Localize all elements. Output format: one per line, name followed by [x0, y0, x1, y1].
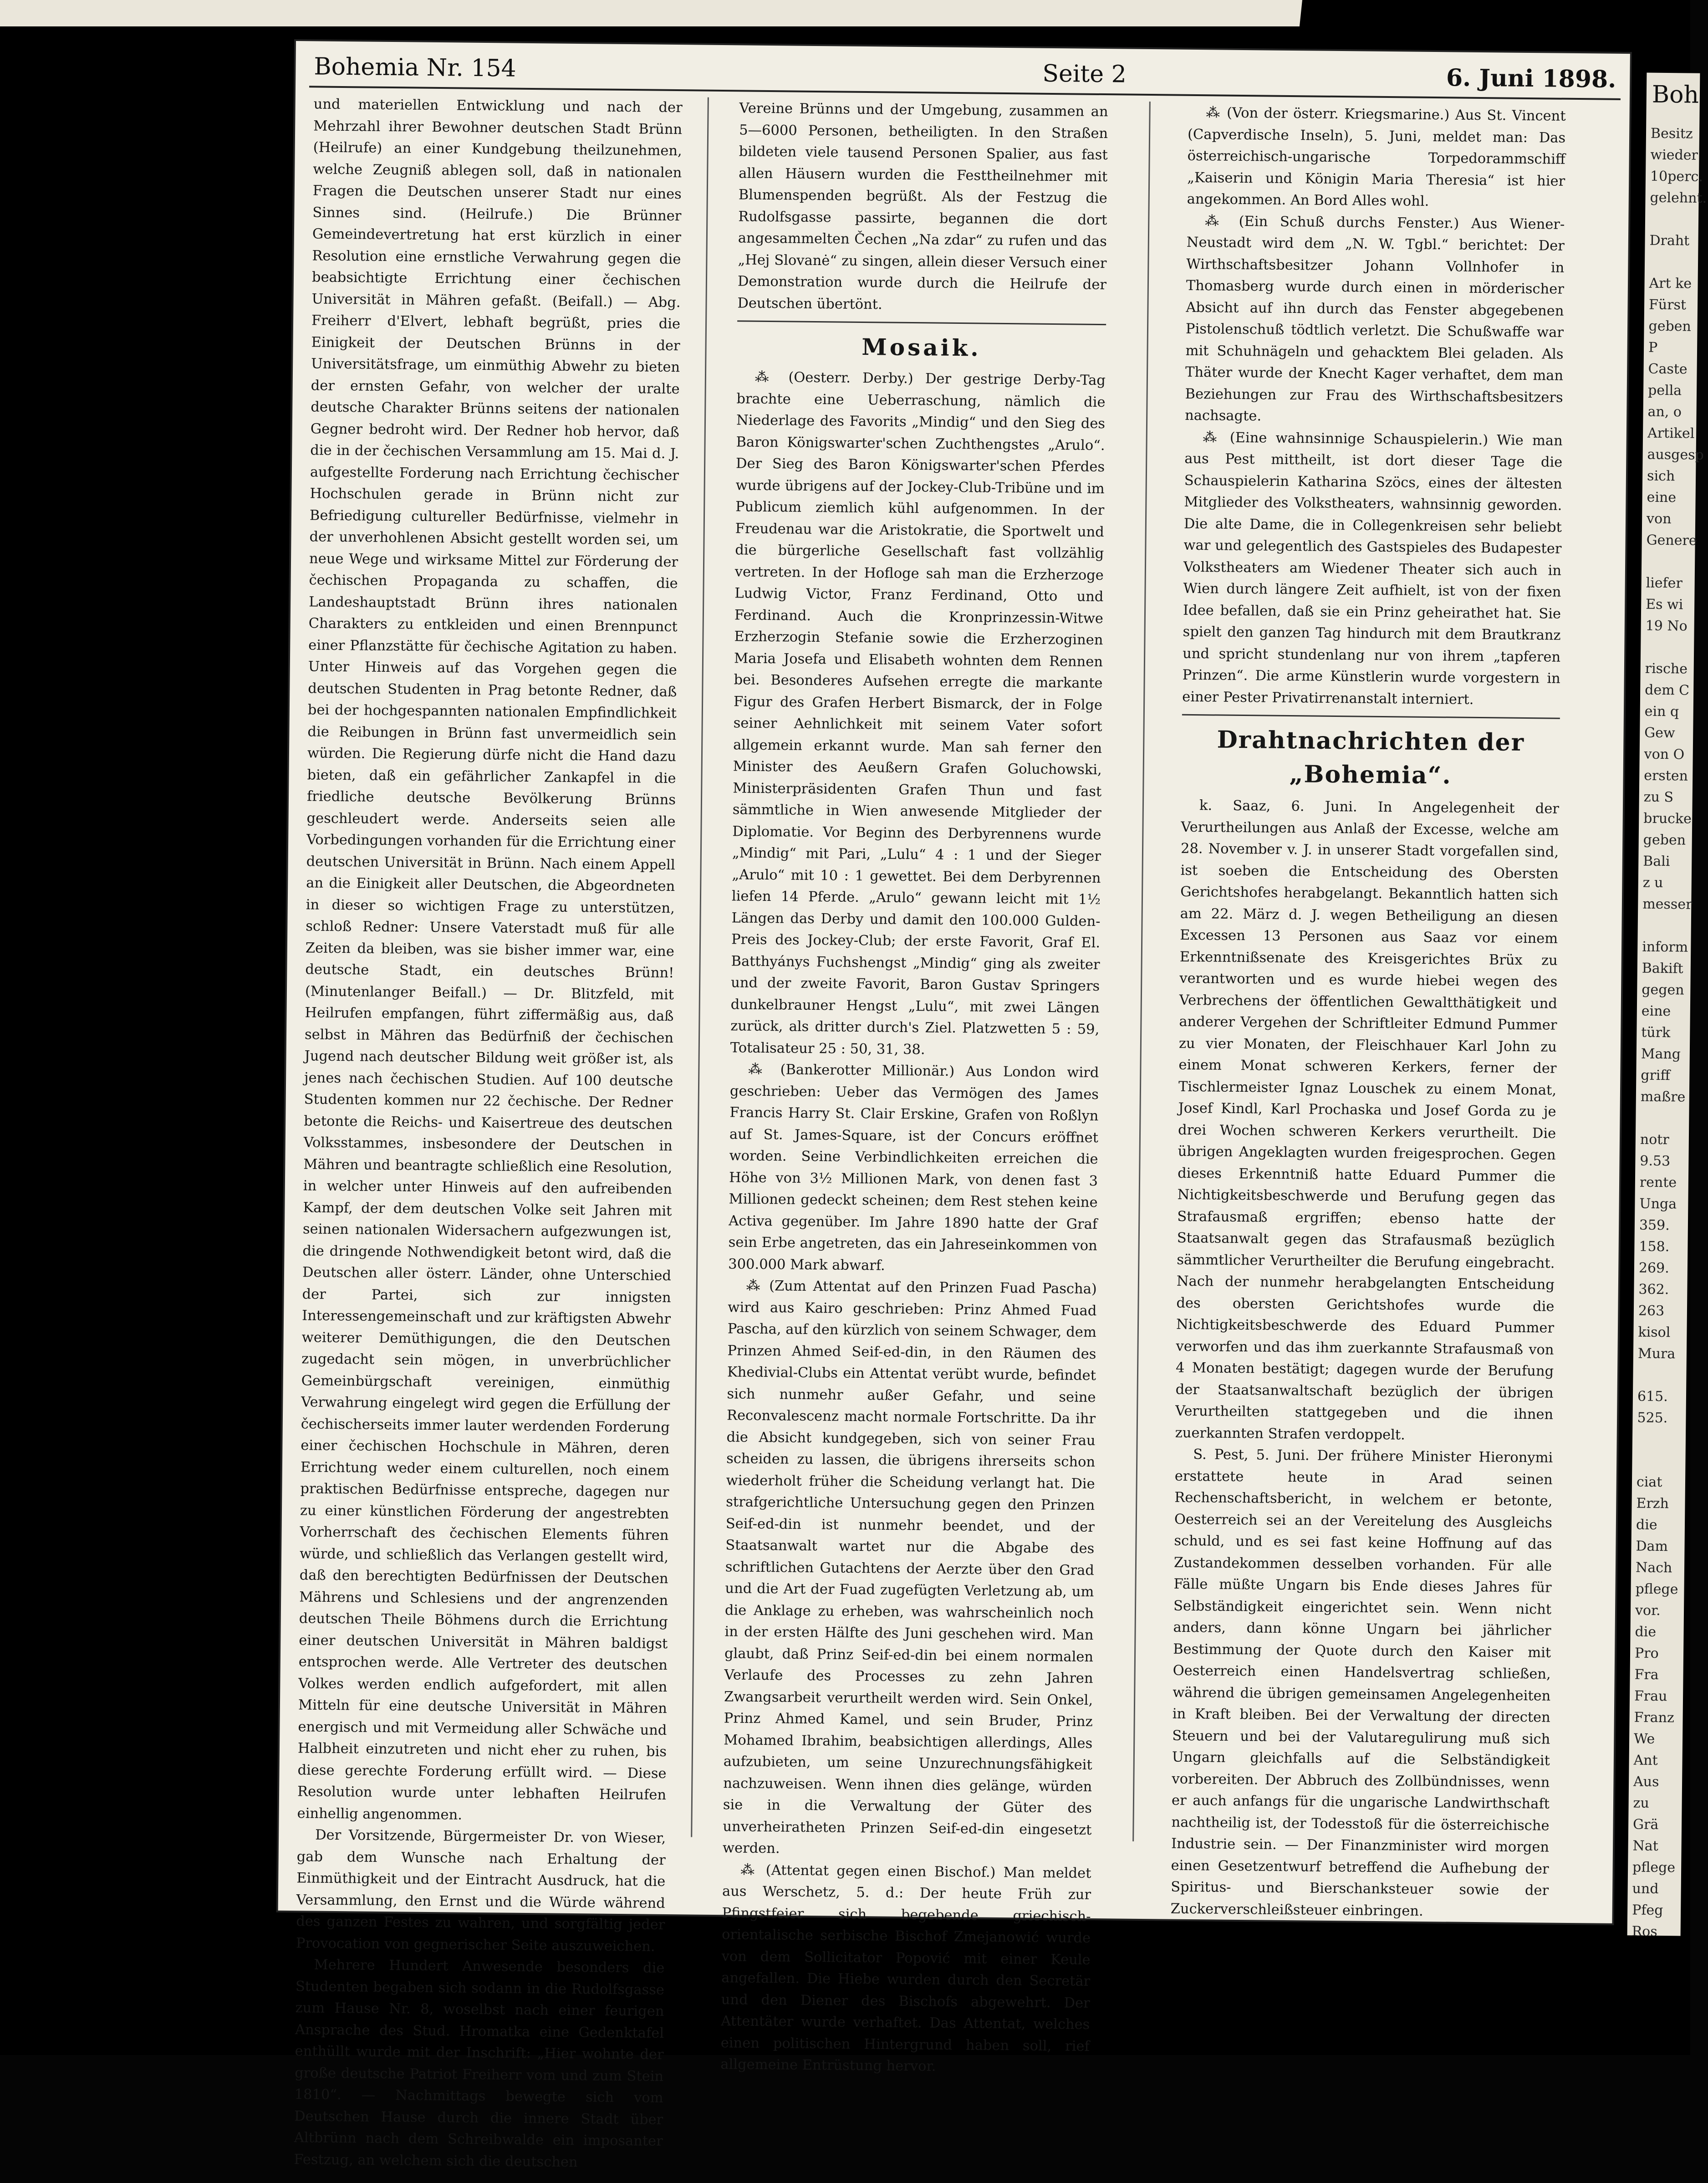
- column-rule-1: [691, 97, 709, 1837]
- edge-fragment: P: [1648, 339, 1658, 356]
- edge-fragment: Franz: [1634, 1709, 1674, 1726]
- edge-fragment: Artikel: [1647, 425, 1695, 442]
- edge-fragment: Besitz: [1650, 125, 1693, 142]
- edge-fragment: gelehnt.: [1650, 189, 1707, 206]
- section-divider: [1182, 714, 1560, 719]
- column-1: [294, 93, 683, 2174]
- edge-fragment: Pfeg: [1632, 1902, 1663, 1919]
- edge-fragment: Bali: [1643, 853, 1670, 870]
- edge-fragment: Art ke: [1649, 275, 1692, 292]
- edge-fragment: Ros: [1632, 1923, 1657, 1940]
- edge-fragment: dem C: [1645, 682, 1690, 699]
- telegram-item: S. Pest, 5. Juni. Der frühere Minister Hieronymi erstattete heute in Arad seinen Rechenschaftsbericht, in welchem er betonte, Oesterreich sei an der Vereitelung des Ausgleichs schuld, und es sei fast keine Hoffnung auf das Zustandekommen desselben vorhanden. Für alle Fälle müßte Ungarn bis Ende dieses Jahres für Selbständigkeit eingerichtet sein. Wenn nicht anders, dann könne Ungarn bei jährlicher Bestimmung der Quote durch den Kaiser mit Oesterreich einen Handelsvertrag schließen, während die übrigen gemeinsamen Angelegenheiten in Kraft bleiben. Bei der Verwaltung der directen Steuern und bei der Valutaregulirung muß sich Ungarn gleichfalls auf die Selbständigkeit vorbereiten. Der Abbruch des Zollbündnisses, wenn er auch anfangs für die ungarische Landwirthschaft nachtheilig ist, der Todesstoß für die österreichische Industrie sein. — Der Finanzminister wird morgen einen Gesetzentwurf betreffend die Aufhebung der Spiritus- und Bierschanksteuer sowie der Zuckerverschleißsteuer einbringen.: [1170, 1447, 1553, 1919]
- edge-fragment: 615.: [1637, 1388, 1668, 1405]
- edge-fragment: Fra: [1634, 1667, 1659, 1683]
- edge-fragment: inform: [1642, 939, 1688, 956]
- edge-fragment: 263: [1638, 1303, 1665, 1319]
- news-item: ⁂ (Bankerotter Millionär.) Aus London wird geschrieben: Ueber das Vermögen des James Francis Harry St. Clair Erskine, Grafen von Roßlyn auf St. James-Square, ist der Concurs eröffnet worden. Seine Verbindlichkeiten erreichen die Höhe von 3½ Millionen Mark, von denen fast 3 Millionen gedeckt scheinen; dem Rest stehen keine Activa gegenüber. Im Jahre 1890 hatte der Graf sein Erbe angetreten, das ein Jahreseinkommen von 300.000 Mark abwarf.: [728, 1061, 1099, 1274]
- edge-fragment: Mura: [1637, 1345, 1676, 1362]
- edge-fragment: ersten: [1644, 767, 1688, 784]
- edge-fragment: geben: [1643, 832, 1686, 849]
- edge-fragment: Mang: [1641, 1046, 1681, 1063]
- edge-fragment: Nach: [1635, 1559, 1672, 1576]
- edge-fragment: türk: [1641, 1024, 1671, 1041]
- article-continuation: Vereine Brünns und der Umgebung, zusammen an 5—6000 Personen, betheiligten. In den Straßen bildeten viele tausend Personen Spalier, aus fast allen Häusern wurden die Festtheilnehmer mit Blumenspenden begrüßt. Als der Festzug die Rudolfsgasse passirte, begannen die dort angesammelten Čechen „Na zdar“ zu rufen und das „Hej Slovanė“ zu singen, allein dieser Versuch einer Demonstration wurde durch die Heilrufe der Deutschen übertönt.: [737, 100, 1108, 312]
- edge-fragment: Genere: [1646, 532, 1697, 549]
- edge-fragment: 9.53: [1640, 1153, 1671, 1170]
- edge-fragment: vor.: [1635, 1602, 1661, 1619]
- page-number: Seite 2: [1042, 60, 1127, 88]
- edge-fragment: Unga: [1639, 1196, 1677, 1212]
- edge-fragment: liefer: [1646, 575, 1683, 592]
- edge-fragment: Gew: [1644, 725, 1675, 741]
- column-2: [720, 97, 1108, 2079]
- news-item: ⁂ (Zum Attentat auf den Prinzen Fuad Pascha) wird aus Kairo geschrieben: Prinz Ahmed Fuad Pascha, auf den kürzlich von seinem Schwager, dem Prinzen Ahmed Seif-ed-din, in den Räumen des Khedivial-Clubs ein Attentat verübt wurde, befindet sich nunmehr außer Gefahr, und seine Reconvalescenz macht normale Fortschritte. Da ihr die Absicht kundgegeben, sich von seiner Frau scheiden zu lassen, die übrigens ihrerseits schon wiederholt früher die Scheidung verlangt hat. Die strafgerichtliche Untersuchung gegen den Prinzen Seif-ed-din ist nunmehr beendet, und der Staatsanwalt wartet nur die Abgabe des schriftlichen Gutachtens der Aerzte über den Grad und die Art der Fuad zugefügten Verletzung ab, um die Anklage zu erheben, was wahrscheinlich noch in der ersten Hälfte des Juni geschehen wird. Man glaubt, daß Prinz Seif-ed-din bei einem normalen Verlaufe des Processes zu zehn Jahren Zwangsarbeit verurtheilt werden wird. Sein Onkel, Prinz Ahmed Kamel, und sein Bruder, Prinz Mohamed Ibrahim, beabsichtigen allerdings, Alles aufzubieten, um seine Unzurechnungsfähigkeit nachzuweisen. Wenn ihnen dies gelänge, würden sie in die Verwaltung der Güter des unverheiratheten Prinzen Seif-ed-din eingesetzt werden.: [722, 1278, 1097, 1857]
- edge-fragment: maßre: [1640, 1089, 1686, 1105]
- newspaper-page: [278, 41, 1630, 2170]
- edge-fragment: 10perc.: [1650, 168, 1703, 185]
- edge-fragment: Fürst: [1648, 297, 1687, 313]
- edge-fragment: Bakift: [1642, 960, 1683, 977]
- edge-fragment: Caste: [1648, 361, 1688, 378]
- edge-fragment: geben: [1648, 318, 1692, 335]
- column-rule-2: [1132, 102, 1151, 1841]
- previous-page-edge: [0, 0, 1302, 26]
- section-title-telegrams: Drahtnachrichten der „Bohemia“.: [1217, 726, 1525, 790]
- edge-fragment: Pro: [1634, 1645, 1659, 1662]
- section-title-mosaik: Mosaik.: [862, 333, 982, 362]
- edge-fragment: rente: [1639, 1174, 1677, 1191]
- edge-fragment: pflege: [1632, 1859, 1676, 1876]
- edge-fragment: an, o: [1647, 404, 1682, 420]
- edge-fragment: von: [1646, 511, 1672, 527]
- edge-fragment: zu S: [1643, 789, 1674, 806]
- article-paragraph: Der Vorsitzende, Bürgermeister Dr. von Wieser, gab dem Wunsche nach Erhaltung der Einmüthigkeit und der Eintracht Ausdruck, hat die Versammlung, den Ernst und die Würde während des ganzen Festes zu wahren, und sorgfältig jeder Provocation von gegnerischer Seite auszuweichen.: [296, 1827, 666, 1955]
- paper-issue: Bohemia Nr. 154: [314, 53, 516, 82]
- edge-fragment: die: [1636, 1517, 1657, 1533]
- edge-fragment: eine: [1647, 489, 1677, 506]
- edge-fragment: ciat: [1636, 1474, 1662, 1491]
- news-item: ⁂ (Von der österr. Kriegsmarine.) Aus St. Vincent (Capverdische Inseln), 5. Juni, meldet man: Das österreichisch-ungarische Torpedorammschiff „Kaiserin und Königin Maria Theresia“ ist hier angekommen. An Bord Alles wohl.: [1187, 105, 1566, 210]
- edge-fragment: 525.: [1637, 1410, 1668, 1426]
- edge-fragment: von O: [1644, 746, 1685, 763]
- edge-fragment: 359.: [1639, 1217, 1670, 1234]
- edge-fragment: Ant: [1633, 1752, 1658, 1769]
- edge-fragment: zu: [1633, 1795, 1649, 1811]
- edge-fragment: messer: [1642, 896, 1693, 913]
- edge-fragment: 158.: [1639, 1238, 1670, 1255]
- edge-fragment: ausgesp: [1647, 446, 1704, 463]
- edge-fragment: Grä: [1632, 1816, 1659, 1833]
- edge-fragment: gegen: [1642, 982, 1684, 998]
- edge-fragment: Erzh: [1636, 1495, 1669, 1512]
- edge-fragment: pella: [1647, 382, 1682, 399]
- edge-fragment: rische: [1645, 660, 1688, 677]
- telegram-item: k. Saaz, 6. Juni. In Angelegenheit der Verurtheilungen aus Anlaß der Excesse, welche am 28. November v. J. in unserer Stadt vorgefallen sind, ist soeben die Entscheidung des Obersten Gerichtshofes herabgelangt. Bekanntlich hatten sich am 22. März d. J. wegen Betheiligung an diesen Excessen 13 Personen aus Saaz vor einem Erkenntnißsenate des Kreisgerichtes Brüx zu verantworten und es wurde hiebei wegen des Verbrechens der öffentlichen Gewaltthätigkeit und anderer Vergehen der Schriftleiter Edmund Pummer zu vier Monaten, der Fleischhauer Karl John zu einem Monat schweren Kerkers, ferner der Tischlermeister Ignaz Louschek zu einem Monat, Josef Kindl, Karl Prochaska und Josef Gorda zu je drei Wochen schweren Kerkers verurtheilt. Die übrigen Angeklagten wurden freigesprochen. Gegen dieses Erkenntniß hatte Eduard Pummer die Nichtigkeitsbeschwerde und Berufung gegen das Strafausmaß ergriffen; ebenso hatte der Staatsanwalt gegen das Strafausmaß bezüglich sämmtlicher Verurtheilter die Berufung eingebracht. Nach der nunmehr herabgelangten Entscheidung des obersten Gerichtshofes wurde die Nichtigkeitsbeschwerde des Eduard Pummer verworfen und das ihm zuerkannte Strafausmaß von 4 Monaten bestätigt; dagegen wurde der Berufung der Staatsanwaltschaft bezüglich der übrigen Verurtheilten stattgegeben und die ihnen zuerkannten Strafen verdoppelt.: [1175, 798, 1560, 1443]
- column-3: [1170, 102, 1565, 1923]
- edge-fragment: pflege: [1635, 1581, 1678, 1598]
- edge-fragment: wieder: [1650, 147, 1698, 164]
- edge-fragment: und: [1632, 1881, 1659, 1897]
- edge-fragment: 269.: [1638, 1260, 1669, 1277]
- news-item: ⁂ (Eine wahnsinnige Schauspielerin.) Wie man aus Pest mittheilt, ist dort dieser Tage die Schauspielerin Katharina Szöcs, eines der ältesten Mitglieder des Volkstheaters, wahnsinnig geworden. Die alte Dame, die in Collegenkreisen sehr beliebt war und gelegentlich des Gastspieles des Budapester Volkstheaters am Wiedener Theater sich auch in Wien durch längere Zeit aufhielt, ist von der fixen Idee befallen, daß sie ein Prinz geheirathet hat. Sie spielt den ganzen Tag hindurch mit dem Brautkranz und spricht stundenlang nur von ihrem „tapferen Prinzen“. Die arme Künstlerin wurde vorgestern in einer Pester Privatirrenanstalt interniert.: [1182, 429, 1563, 708]
- article-paragraph: Mehrere Hundert Anwesende besonders die Studenten begaben sich sodann in die Rudolfsgasse zum Hause Nr. 8, woselbst nach einer feurigen Ansprache des Stud. Hromatka eine Gedenktafel enthüllt wurde mit der Inschrift: „Hier wohnte der große deutsche Patriot Freiherr vom und zum Stein 1810“. — Nachmittags bewegte sich vom Deutschen Hause durch die innere Stadt über Altbrünn nach dem Schreibwalde ein imposanter Festzug, an welchem sich die deutschen: [294, 1957, 665, 2170]
- edge-fragment: die: [1635, 1624, 1657, 1640]
- edge-fragment: sich: [1647, 468, 1675, 485]
- edge-fragment: Draht: [1649, 232, 1690, 249]
- edge-fragment: eine: [1641, 1003, 1671, 1020]
- edge-fragment: griff: [1641, 1067, 1670, 1084]
- edge-fragment: z u: [1642, 874, 1663, 891]
- next-page-header: Boh: [1652, 81, 1699, 109]
- edge-fragment: Aus: [1633, 1774, 1659, 1790]
- news-item: ⁂ (Ein Schuß durchs Fenster.) Aus Wiener-Neustadt wird dem „N. W. Tgbl.“ berichtet: Der Wirthschaftsbesitzer Johann Vollnhofer in Thomasberg wurde durch einen in mörderischer Absicht auf ihn durch das Fenster abgegebenen Pistolenschuß tödtlich verletzt. Die Schußwaffe war mit Schuhnägeln und gehacktem Blei geladen. Als Thäter wurde der Knecht Kager verhaftet, dem man Beziehungen zur Frau des Wirthschaftsbesitzers nachsagte.: [1185, 213, 1565, 424]
- edge-fragment: brucke: [1643, 810, 1692, 827]
- edge-fragment: notr: [1640, 1131, 1669, 1148]
- edge-fragment: 19 No: [1645, 618, 1688, 634]
- section-divider: [737, 320, 1106, 325]
- edge-fragment: We: [1633, 1731, 1655, 1747]
- news-item: ⁂ (Attentat gegen einen Bischof.) Man meldet aus Werschetz, 5. d.: Der heute Früh zur Pfingstfeier sich begebende griechisch-orientalische serbische Bischof Zmejanowić wurde von dem Sollicitator Popović mit einer Keule angefallen. Die Hiebe wurden durch den Secretär und den Diener des Bischofs abgewehrt. Der Attentäter wurde verhaftet. Das Attentat, welches einen politischen Hintergrund haben soll, rief allgemeine Entrüstung hervor.: [720, 1862, 1091, 2075]
- issue-date: 6. Juni 1898.: [1446, 64, 1616, 93]
- edge-fragment: Dam: [1636, 1538, 1668, 1555]
- news-item: ⁂ (Oesterr. Derby.) Der gestrige Derby-Tag brachte eine Ueberraschung, nämlich die Niederlage des Favorits „Mindig“ und den Sieg des Baron Königswarter'schen Zuchthengstes „Arulo“. Der Sieg des Baron Königswarter'schen Pferdes wurde übrigens auf der Jockey-Club-Tribüne und im Publicum ziemlich kühl aufgenommen. In der Freudenau war die Aristokratie, die Sportwelt und die bürgerliche Gesellschaft fast vollzählig vertreten. In der Hofloge sah man die Erzherzoge Ludwig Victor, Franz Ferdinand, Otto und Ferdinand. Auch die Kronprinzessin-Witwe Erzherzogin Stefanie sowie die Erzherzoginen Maria Josefa und Elisabeth wohnten dem Rennen bei. Besonderes Aufsehen erregte die markante Figur des Grafen Herbert Bismarck, der in Folge seiner Aehnlichkeit mit seinem Vater sofort allgemein erkannt wurde. Man sah ferner den Minister des Aeußern Grafen Goluchowski, Ministerpräsidenten Grafen Thun und fast sämmtliche in Wien anwesende Mitglieder der Diplomatie. Vor Beginn des Derbyrennens wurde „Mindig“ mit Pari, „Lulu“ 4 : 1 und der Sieger „Arulo“ mit 10 : 1 gewettet. Bei dem Derbyrennen liefen 14 Pferde. „Arulo“ gewann leicht mit 1½ Längen das Derby und damit den 100.000 Gulden-Preis des Jockey-Club; der erste Favorit, Graf El. Batthyánys Fuchshengst „Mindig“ ging als zweiter und der zweite Favorit, Baron Gustav Springers dunkelbrauner Hengst „Lulu“, mit zwei Längen zurück, als dritter durch's Ziel. Platzwetten 5 : 59, Totalisateur 25 : 50, 31, 38.: [730, 369, 1106, 1058]
- edge-fragment: Nat: [1632, 1838, 1659, 1854]
- edge-fragment: Frau: [1634, 1688, 1667, 1705]
- edge-fragment: Es wi: [1646, 596, 1683, 613]
- edge-fragment: ein q: [1644, 703, 1679, 720]
- edge-fragment: kisol: [1638, 1324, 1671, 1341]
- edge-fragment: 362.: [1638, 1281, 1669, 1298]
- article-paragraph: und materiellen Entwicklung und nach der Mehrzahl ihrer Bewohner deutschen Stadt Brünn (Heilrufe) an einer Kundgebung theilzunehmen, welche Zeugniß ablegen soll, daß in nationalen Fragen die Deutschen unserer Stadt nur eines Sinnes sind. (Heilrufe.) Die Brünner Gemeindevertretung hat erst kürzlich in einer Resolution eine ernstliche Verwahrung gegen die beabsichtigte Errichtung einer čechischen Universität in Mähren gefaßt. (Beifall.) — Abg. Freiherr d'Elvert, lebhaft begrüßt, pries die Einigkeit der Deutschen Brünns in der Universitätsfrage, um einmüthig Abwehr zu bieten der ernsten Gefahr, von welcher der uralte deutsche Charakter Brünns seitens der nationalen Gegner bedroht wird. Der Redner hob hervor, daß die in der čechischen Versammlung am 15. Mai d. J. aufgestellte Forderung nach Errichtung čechischer Hochschulen gerade in Brünn nicht zur Befriedigung cultureller Bedürfnisse, vielmehr in der unverhohlenen Absicht gestellt worden sei, um neue Wege und wirksame Mittel zur Förderung der čechischen Propaganda zu schaffen, die Landeshauptstadt Brünn ihres nationalen Charakters zu entkleiden und einen Brennpunct einer Pflanzstätte für čechische Agitation zu haben. Unter Hinweis auf das Vorgehen gegen die deutschen Studenten in Prag betonte Redner, daß bei der hochgespannten nationalen Empfindlichkeit die Reibungen in Brünn fast unvermeidlich sein würden. Die Regierung dürfe nicht die Hand dazu bieten, daß ein gefährlicher Zankapfel in die friedliche deutsche Bevölkerung Brünns geschleudert werde. Anderseits seien alle Vorbedingungen vorhanden für die Errichtung einer deutschen Universität in Brünn. Nach einem Appell an die Einigkeit aller Deutschen, die Abgeordneten in dieser so wichtigen Frage zu unterstützen, schloß Redner: Unsere Vaterstadt muß für alle Zeiten da bleiben, was sie bisher immer war, eine deutsche Stadt, ein deutsches Brünn! (Minutenlanger Beifall.) — Dr. Blitzfeld, mit Heilrufen empfangen, führt ziffermäßig aus, daß selbst in Mähren das Bedürfniß der čechischen Jugend nach deutscher Bildung weit größer ist, als jenes nach čechischen Studien. Auf 100 deutsche Studenten kommen nur 22 čechische. Der Redner betonte die Reichs- und Kaisertreue des deutschen Volksstammes, insbesondere der Deutschen in Mähren und beantragte schließlich eine Resolution, in welcher unter Hinweis auf den aufreibenden Kampf, der dem deutschen Volke seit Jahren mit seinen nationalen Widersachern aufgezwungen ist, die dringende Nothwendigkeit betont wird, daß die Deutschen aller österr. Länder, ohne Unterschied der Partei, sich zur innigsten Interessengemeinschaft und zur kräftigsten Abwehr weiterer Demüthigungen, die den Deutschen zugedacht sein mögen, in unverbrüchlicher Gemeinbürgschaft vereinigen, einmüthig Verwahrung eingelegt wird gegen die Erfüllung der čechischerseits immer lauter werdenden Forderung einer čechischen Hochschule in Mähren, deren Errichtung weder einem culturellen, noch einem praktischen Bedürfnisse entspreche, dagegen nur zu einer künstlichen Förderung der angestrebten Vorherrschaft des čechischen Elements führen würde, und schließlich das Verlangen gestellt wird, daß den berechtigten Bedürfnissen der Deutschen Mährens und Schlesiens und der angrenzenden deutschen Theile Böhmens durch die Errichtung einer deutschen Universität in Mähren baldigst entsprochen werde. Alle Vertreter des deutschen Volkes werden endlich aufgefordert, mit allen Mitteln für eine deutsche Universität in Mähren energisch und mit Vermeidung aller Schwäche und Halbheit einzutreten und nicht eher zu ruhen, bis diese gerechte Forderung erfüllt wird. — Diese Resolution wurde unter lebhaften Heilrufen einhellig angenommen.: [297, 96, 683, 1823]
